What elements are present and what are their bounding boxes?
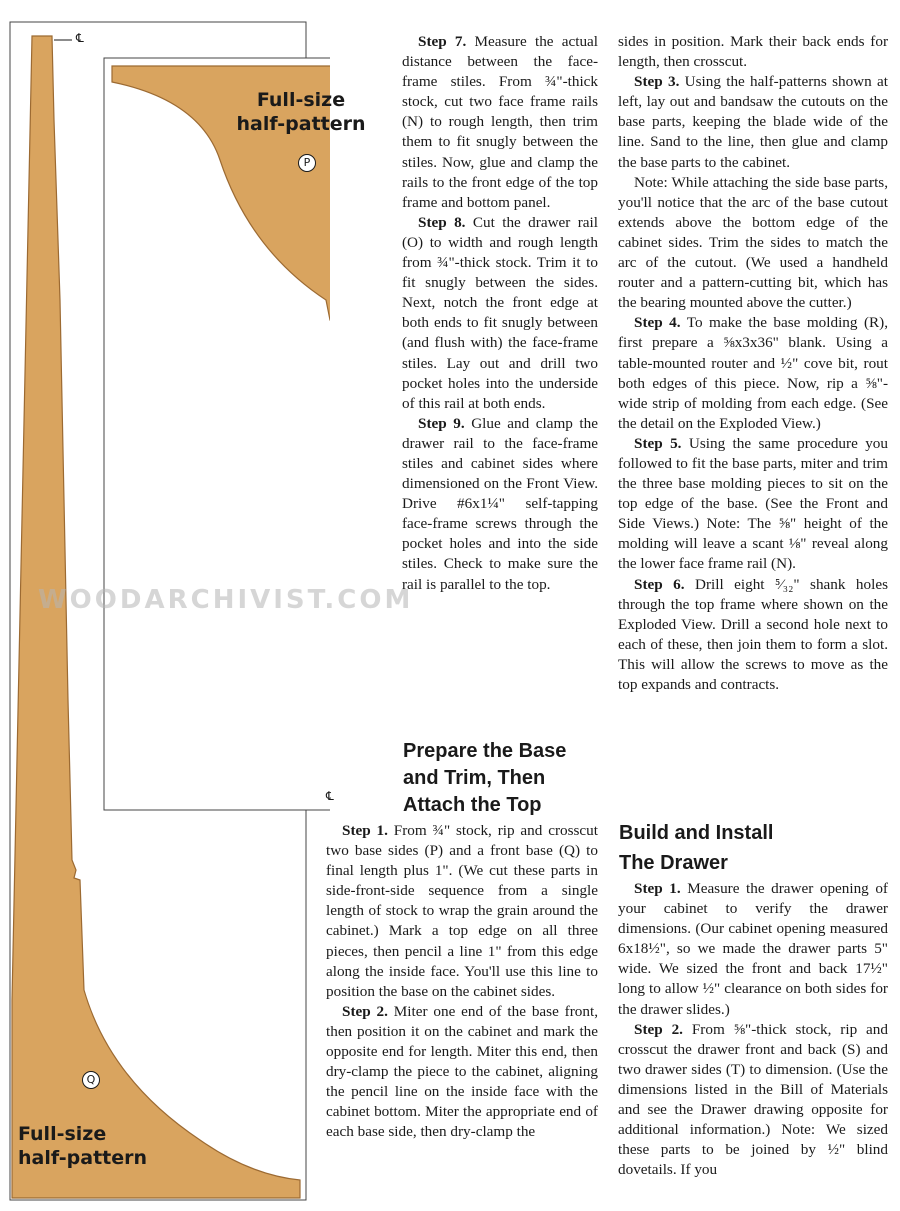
heading-line: Build and Install [619, 822, 774, 844]
column-2-upper [402, 32, 598, 595]
paragraph [326, 821, 598, 1002]
paragraph [402, 213, 598, 414]
step-text: Glue and clamp the drawer rail to the face-frame stiles and cabinet sides where dimensioned on the Front View. Drive #6x1¼" self-tapping face-frame screws through the pocket holes and into the side stiles. Check to make sure the rail is parallel to the top. [402, 414, 598, 593]
step-label: Step 7. [418, 33, 467, 50]
step-text: Miter one end of the base front, then position it on the cabinet and mark the opposite end for length. Miter this end, then dry-clamp the piece to the cabinet, aligning the pencil line on the inside face with the cabinet bottom. Miter the appropriate end of each base side, then dry-clamp the [326, 1002, 598, 1141]
bottom-pattern-label-line1: Full-size [18, 1123, 107, 1145]
step-text: Using the half-patterns shown at left, lay out and bandsaw the cutouts on the base parts, keeping the blade wide of the line. Sand to the line, then glue and clamp the base parts to the cabinet. [618, 73, 888, 171]
step-text: From ⅝"-thick stock, rip and crosscut the drawer front and back (S) and two drawer sides (T) to dimension. (Use the dimensions listed in the Bill of Materials and see the Drawer drawing opposite for additional information.) Note: We sized these parts to be joined by ½" blind dovetails. If you [618, 1020, 888, 1179]
step-label: Step 1. [634, 880, 681, 897]
heading-line: Prepare the Base [403, 740, 567, 762]
section-heading-build-drawer [619, 818, 889, 878]
paragraph [618, 72, 888, 172]
heading-line: Attach the Top [403, 794, 542, 816]
heading-line: and Trim, Then [403, 767, 546, 789]
step-text: From ¾" stock, rip and crosscut two base sides (P) and a front base (Q) to final length plus 1". (We cut these parts in side-front-side sequence from a single length of stock to wrap the grain around the cabinet.) Mark a top edge on all three pieces, then pencil a line 1" from this edge along the inside face. You'll use this line to position the base on the cabinet sides. [326, 822, 598, 1000]
step-label: Step 2. [634, 1020, 683, 1038]
top-pattern-label-line2: half-pattern [236, 113, 366, 135]
paragraph [618, 32, 888, 72]
bottom-pattern-label [18, 1122, 178, 1170]
part-label-p: P [298, 154, 316, 172]
step-text: Measure the actual distance between the face-frame stiles. From ¾"-thick stock, cut two face frame rails (N) to rough length, then trim them to fit snugly between the stiles. Now, glue and clamp the rails to the front edge of the top frame and bottom panel. [402, 33, 598, 211]
paragraph [402, 414, 598, 595]
step-label: Step 3. [634, 73, 680, 91]
centerline-symbol-top: ℄ [76, 31, 84, 45]
paragraph [618, 434, 888, 575]
column-3-lower [618, 879, 888, 1180]
paragraph [618, 575, 888, 696]
top-pattern-label [226, 88, 376, 136]
paragraph [618, 313, 888, 434]
section-heading-prepare-base [403, 738, 603, 819]
step-text: Measure the drawer opening of your cabinet to verify the drawer dimensions. (Our cabinet opening measured 6x18½", so we made the drawer parts 5" wide. We sized the front and back 17½" long to allow ½" clearance on both sides for the drawer slides.) [618, 880, 888, 1018]
paragraph [618, 173, 888, 314]
step-label: Step 9. [418, 414, 465, 432]
top-pattern-label-line1: Full-size [256, 89, 346, 111]
watermark: WOODARCHIVIST.COM [38, 585, 414, 615]
part-label-q: Q [82, 1071, 100, 1089]
paragraph [326, 1002, 598, 1143]
bottom-pattern-label-line2: half-pattern [18, 1147, 148, 1169]
column-2-lower [326, 821, 598, 1143]
step-label: Step 1. [342, 822, 388, 839]
step-label: Step 8. [418, 213, 466, 231]
heading-line: The Drawer [619, 852, 728, 874]
paragraph [402, 32, 598, 213]
step-label: Step 4. [634, 314, 681, 332]
paragraph [618, 1020, 888, 1181]
centerline-symbol-p: ℄ [326, 789, 334, 803]
step-text: To make the base molding (R), first prepare a ⅝x3x36" blank. Using a table-mounted router and ½" cove bit, rout both edges of this piece. Now, rip a ⅝"-wide strip of molding from each edge. (See the detail on the Exploded View.) [618, 314, 888, 432]
step-label: Step 6. [634, 575, 685, 593]
step-text: sides in position. Mark their back ends for length, then crosscut. [618, 33, 888, 71]
step-text: Drill eight ⁵⁄₃₂" shank holes through the top frame where shown on the Exploded View. Drill a second hole next to each of these, then join them to form a slot. This will allow the screws to move as the top expands and contracts. [618, 575, 888, 693]
step-text: Note: While attaching the side base parts, you'll notice that the arc of the base cutout extends above the bottom edge of the cabinet sides. Trim the sides to match the arc of the cutout. (We used a handheld router and a pattern-cutting bit, which has the bearing mounted above the cutter.) [618, 173, 888, 312]
step-label: Step 5. [634, 434, 682, 452]
step-text: Cut the drawer rail (O) to width and rough length from ¾"-thick stock. Trim it to fit snugly between the sides. Next, notch the front edge at both ends to fit snugly between (and flush with) the face-frame stiles. Lay out and drill two pocket holes into the underside of this rail at both ends. [402, 213, 598, 412]
column-3-upper [618, 32, 888, 695]
paragraph [618, 879, 888, 1020]
step-text: Using the same procedure you followed to fit the base parts, miter and trim the three base molding pieces to sit on the top edge of the base. (See the Front and Side Views.) Note: The ⅝" height of the molding will leave a scant ⅛" reveal along the lower face frame rail (N). [618, 434, 888, 573]
step-label: Step 2. [342, 1002, 388, 1020]
